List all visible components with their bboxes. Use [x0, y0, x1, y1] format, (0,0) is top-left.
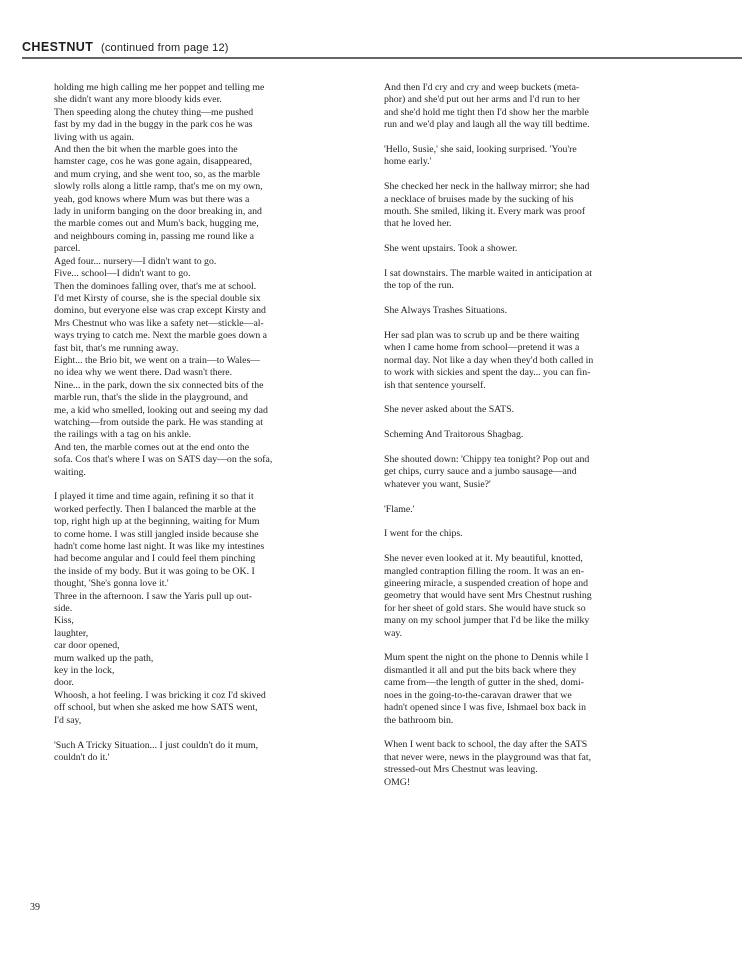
- text-line: dismantled it all and put the bits back where they: [384, 664, 577, 676]
- text-line: Five... school—I didn't want to go.: [54, 268, 191, 280]
- text-line: parcel.: [54, 243, 81, 255]
- text-line: the top of the run.: [384, 280, 454, 292]
- paragraph-gap: [384, 293, 684, 305]
- text-line: I'd met Kirsty of course, she is the special double six: [54, 292, 261, 304]
- text-line: I sat downstairs. The marble waited in anticipation at: [384, 268, 592, 280]
- text-line: way.: [384, 627, 403, 639]
- text-line: Her sad plan was to scrub up and be there waiting: [384, 330, 580, 342]
- text-line: lady in uniform banging on the door breaking in, and: [54, 206, 262, 218]
- paragraph-gap: [384, 231, 684, 243]
- text-line: Eight... the Brio bit, we went on a train—to Wales—: [54, 354, 261, 366]
- text-line: holding me high calling me her poppet and telling me: [54, 82, 265, 93]
- text-line: door.: [54, 677, 74, 689]
- text-line: She went upstairs. Took a shower.: [384, 243, 518, 255]
- text-line: the marble comes out and Mum's back, hugging me,: [54, 218, 259, 230]
- left-column: [54, 82, 356, 764]
- text-line: the inside of my body. But it was going to be OK. I: [54, 565, 255, 577]
- text-line: Kiss,: [54, 615, 74, 627]
- text-line: Nine... in the park, down the six connected bits of the: [54, 379, 264, 391]
- text-line: ways trying to catch me. Next the marble goes down a: [54, 330, 268, 342]
- text-line: many on my school jumper that I'd be like the milky: [384, 615, 590, 627]
- text-line: Scheming And Traitorous Shagbag.: [384, 429, 524, 441]
- story-title: CHESTNUT: [22, 40, 94, 54]
- text-line: fast by my dad in the buggy in the park cos he was: [54, 119, 253, 131]
- text-line: stressed-out Mrs Chestnut was leaving.: [384, 764, 538, 776]
- text-line: home early.': [384, 156, 432, 168]
- text-line: the bathroom bin.: [384, 714, 454, 726]
- paragraph-gap: [384, 256, 684, 268]
- text-line: whatever you want, Susie?': [384, 478, 491, 490]
- paragraph-gap: [384, 541, 684, 553]
- text-line: hamster cage, cos he was gone again, disappeared,: [54, 156, 253, 168]
- text-line: thought, 'She's gonna love it.': [54, 578, 169, 590]
- text-line: She checked her neck in the hallway mirror; she had: [384, 181, 590, 193]
- text-line: 'Such A Tricky Situation... I just couldn't do it mum,: [54, 739, 259, 751]
- text-line: laughter,: [54, 627, 89, 639]
- text-line: fast bit, that's me running away.: [54, 342, 179, 354]
- text-line: for her sheet of gold stars. She would have stuck so: [384, 602, 586, 614]
- text-line: Whoosh, a hot feeling. I was bricking it coz I'd skived: [54, 689, 266, 701]
- text-line: and mum crying, and she went too, so, as the marble: [54, 168, 260, 180]
- right-column: [384, 82, 684, 789]
- text-line: She shouted down: 'Chippy tea tonight? Pop out and: [384, 454, 590, 466]
- paragraph-gap: [384, 640, 684, 652]
- paragraph-gap: [54, 727, 356, 739]
- text-line: side.: [54, 603, 73, 615]
- text-line: yeah, god knows where Mum was but there was a: [54, 193, 250, 205]
- text-line: Then the dominoes falling over, that's me at school.: [54, 280, 257, 292]
- paragraph-gap: [384, 392, 684, 404]
- text-line: she didn't want any more bloody kids ever.: [54, 94, 222, 106]
- text-line: 'Flame.': [384, 503, 415, 515]
- text-line: hadn't come home last night. It was like my intestines: [54, 541, 265, 553]
- text-line: slowly rolls along a little ramp, that's me on my own,: [54, 181, 263, 193]
- text-line: car door opened,: [54, 640, 120, 652]
- text-line: phor) and she'd put out her arms and I'd run to her: [384, 94, 580, 106]
- text-line: a necklace of bruises made by the sucking of his: [384, 193, 574, 205]
- paragraph-gap: [384, 516, 684, 528]
- text-line: waiting.: [54, 466, 86, 478]
- text-line: Three in the afternoon. I saw the Yaris pull up out-: [54, 590, 253, 602]
- text-line: She never even looked at it. My beautiful, knotted,: [384, 553, 583, 565]
- text-line: couldn't do it.': [54, 751, 110, 763]
- text-line: off school, but when she asked me how SATS went,: [54, 702, 258, 714]
- text-line: top, right high up at the beginning, waiting for Mum: [54, 516, 260, 528]
- continued-note: (continued from page 12): [100, 42, 229, 54]
- text-line: and neighbours coming in, passing me round like a: [54, 230, 254, 242]
- text-line: gineering miracle, a suspended creation of hope and: [384, 578, 589, 590]
- text-line: I played it time and time again, refining it so that it: [54, 491, 254, 503]
- paragraph-gap: [384, 417, 684, 429]
- text-line: get chips, curry sauce and a jumbo sausage—and: [384, 466, 577, 478]
- text-line: She Always Trashes Situations.: [384, 305, 508, 317]
- paragraph-gap: [384, 132, 684, 144]
- text-line: Aged four... nursery—I didn't want to go.: [54, 255, 217, 267]
- text-line: the railings with a tag on his ankle.: [54, 429, 192, 441]
- text-line: had become angular and I could feel them pinching: [54, 553, 256, 565]
- text-line: that never were, news in the playground was that fat,: [384, 751, 592, 763]
- text-line: run and we'd play and laugh all the way till bedtime.: [384, 119, 590, 131]
- text-line: When I went back to school, the day after the SATS: [384, 739, 588, 751]
- paragraph-gap: [384, 318, 684, 330]
- text-line: I'd say,: [54, 714, 82, 726]
- paragraph-gap: [384, 169, 684, 181]
- text-line: hadn't opened since I was five, Ishmael box back in: [384, 702, 586, 714]
- text-line: noes in the going-to-the-caravan drawer that we: [384, 689, 572, 701]
- paragraph-gap: [384, 727, 684, 739]
- text-line: Mum spent the night on the phone to Dennis while I: [384, 652, 589, 664]
- text-line: to come home. I was still jangled inside because she: [54, 528, 259, 540]
- text-line: when I came home from school—pretend it was a: [384, 342, 580, 354]
- text-line: mum walked up the path,: [54, 652, 154, 664]
- paragraph-gap: [384, 442, 684, 454]
- text-line: And then I'd cry and cry and weep buckets (meta-: [384, 82, 580, 93]
- text-line: sofa. Cos that's where I was on SATS day—on the sofa,: [54, 454, 273, 466]
- text-line: mangled contraption filling the room. It was an en-: [384, 565, 584, 577]
- text-line: OMG!: [384, 776, 411, 788]
- text-line: watching—from outside the park. He was standing at: [54, 416, 263, 428]
- text-line: domino, but everyone else was crap except Kirsty and: [54, 305, 266, 317]
- text-line: mouth. She smiled, liking it. Every mark was proof: [384, 206, 586, 218]
- text-line: that he loved her.: [384, 218, 452, 230]
- paragraph-gap: [384, 491, 684, 503]
- text-line: Mrs Chestnut who was like a safety net—stickle—al-: [54, 317, 264, 329]
- text-line: And then the bit when the marble goes into the: [54, 144, 238, 156]
- text-line: normal day. Not like a day when they'd both called in: [384, 354, 594, 366]
- running-header: [22, 40, 742, 59]
- text-line: Then speeding along the chutey thing—me pushed: [54, 106, 254, 118]
- text-line: came from—the length of gutter in the shed, domi-: [384, 677, 584, 689]
- text-line: me, a kid who smelled, looking out and seeing my dad: [54, 404, 268, 416]
- text-line: living with us again.: [54, 131, 135, 143]
- text-line: to work with sickies and spent the day... you can fin-: [384, 367, 591, 379]
- text-line: ish that sentence yourself.: [384, 379, 486, 391]
- text-line: and she'd hold me tight then I'd show her the marble: [384, 106, 589, 118]
- text-line: geometry that would have sent Mrs Chestnut rushing: [384, 590, 592, 602]
- text-line: worked perfectly. Then I balanced the marble at the: [54, 503, 256, 515]
- text-line: She never asked about the SATS.: [384, 404, 515, 416]
- text-line: I went for the chips.: [384, 528, 463, 540]
- text-line: 'Hello, Susie,' she said, looking surprised. 'You're: [384, 144, 577, 156]
- page-number: 39: [30, 902, 40, 913]
- paragraph-gap: [54, 479, 356, 491]
- text-line: key in the lock,: [54, 665, 115, 677]
- text-line: no idea why we went there. Dad wasn't there.: [54, 367, 233, 379]
- text-line: marble run, that's the slide in the playground, and: [54, 392, 248, 404]
- text-line: And ten, the marble comes out at the end onto the: [54, 441, 250, 453]
